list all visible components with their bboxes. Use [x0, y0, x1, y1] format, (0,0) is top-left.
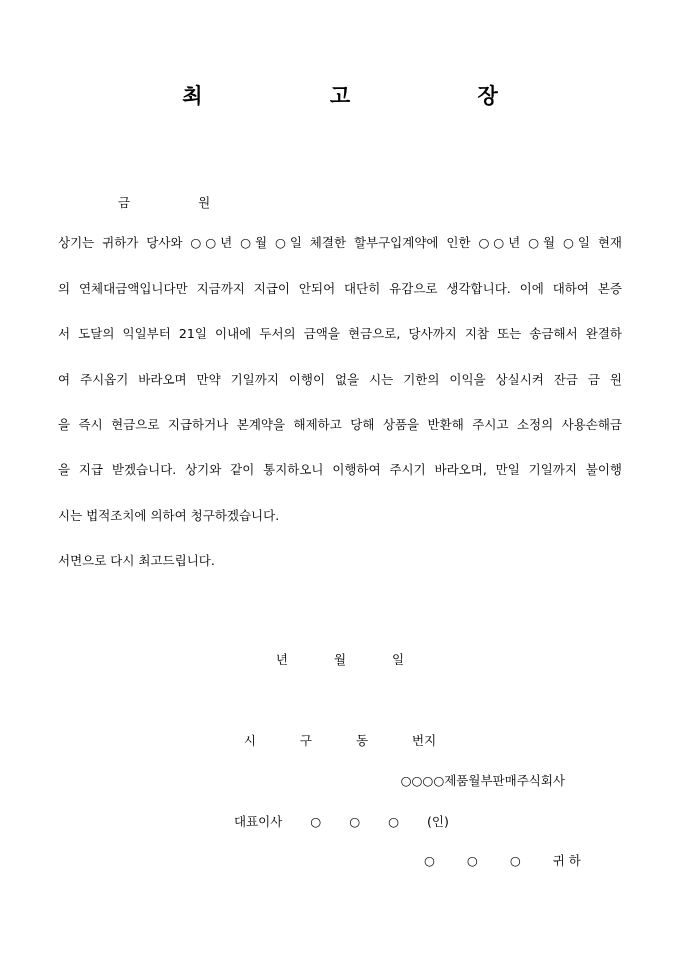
ceo-title: 대표이사	[234, 814, 283, 829]
body-line: 의 연체대금액입니다만 지금까지 지급이 안되어 대단히 유감으로 생각합니다. 이에 대하여 본증	[58, 281, 622, 296]
recipient-name-1: ○	[424, 853, 435, 868]
amount-line	[118, 193, 274, 211]
date-line	[0, 650, 680, 668]
date-month: 월	[333, 652, 347, 667]
body-line: 상기는 귀하가 당사와 ○○년 ○월 ○일 체결한 할부구입계약에 인한 ○○년 ○월 ○일 현재	[58, 235, 622, 250]
address-dong: 동	[355, 733, 369, 748]
date-year: 년	[275, 652, 288, 667]
recipient-name-2: ○	[466, 853, 478, 868]
ceo-seal: (인)	[427, 814, 449, 829]
recipient-name-3: ○	[509, 853, 521, 868]
address-beonji: 번지	[412, 733, 437, 748]
amount-unit: 원	[198, 195, 211, 210]
address-gu: 구	[299, 733, 312, 748]
address-line	[0, 731, 680, 749]
ceo-line	[234, 812, 473, 830]
address-si: 시	[243, 733, 256, 748]
recipient-line	[424, 851, 609, 869]
body-line: 서면으로 다시 최고드립니다.	[58, 553, 215, 568]
body-line: 을 즉시 현금으로 지급하거나 본계약을 해제하고 당해 상품을 반환해 주시고 소정의 사용손해금	[58, 417, 622, 432]
body-line: 서 도달의 익일부터 21일 이내에 두서의 금액을 현금으로, 당사까지 지참 또는 송금해서 완결하	[58, 326, 622, 341]
recipient-honorific: 귀 하	[552, 853, 581, 868]
body-line: 여 주시옵기 바라오며 만약 기일까지 이행이 없을 시는 기한의 이익을 상실시켜 잔금 금 원	[58, 372, 622, 387]
body-line: 을 지급 받겠습니다. 상기와 같이 통지하오니 이행하여 주시기 바라오며, 만일 기일까지 불이행	[58, 462, 622, 477]
document-title: 최 고 장	[182, 84, 558, 108]
ceo-name-3: ○	[388, 814, 400, 829]
date-day: 일	[392, 652, 405, 667]
amount-label: 금	[118, 195, 131, 210]
ceo-name-2: ○	[349, 814, 361, 829]
ceo-name-1: ○	[310, 814, 322, 829]
body-line: 시는 법적조치에 의하여 청구하겠습니다.	[58, 508, 280, 523]
company-name: ○○○○제품월부판매주식회사	[400, 773, 565, 788]
